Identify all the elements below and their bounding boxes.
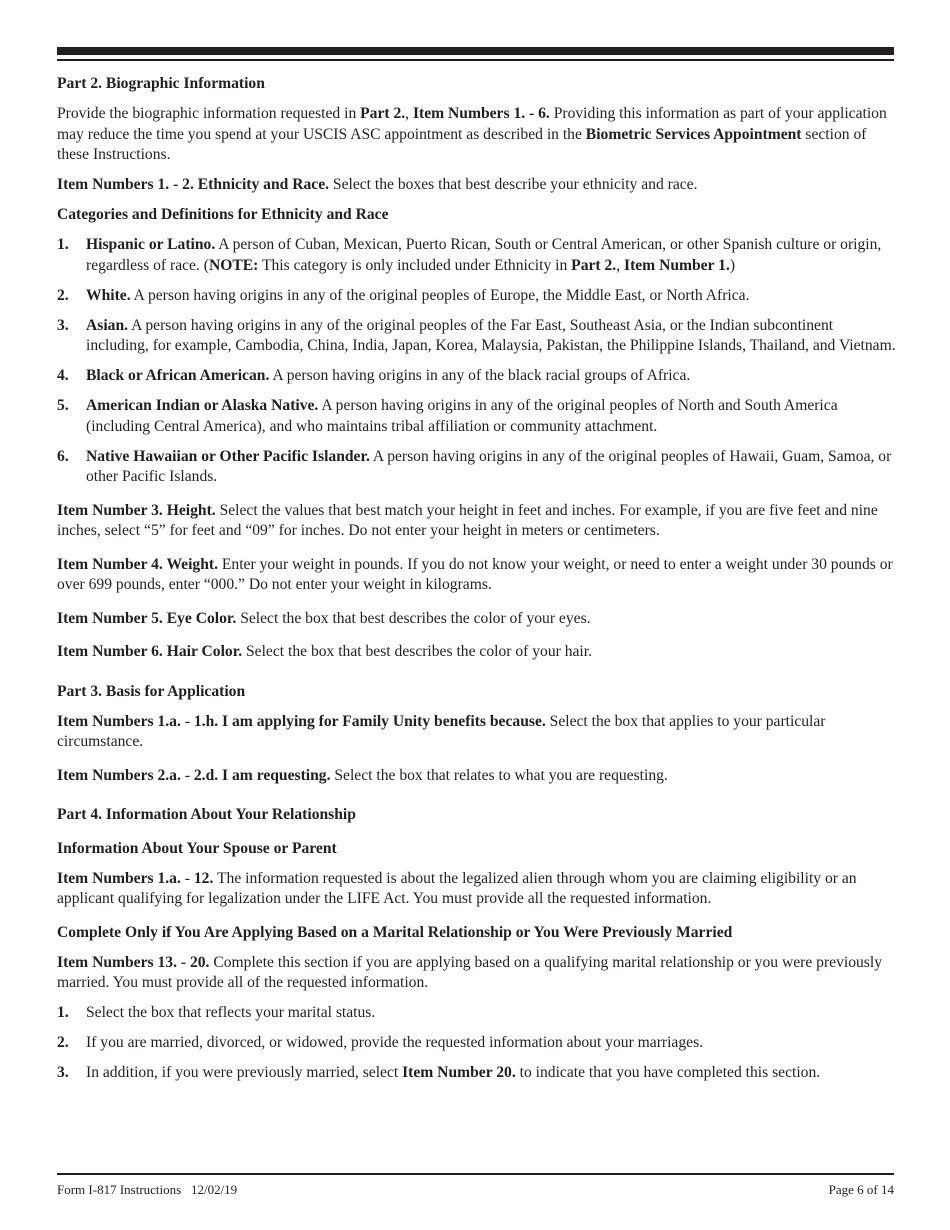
list-item: 3. In addition, if you were previously married, select Item Number 20. to indicate that you have completed this section. — [57, 1064, 821, 1081]
list-item: 3. Asian. A person having origins in any of the original peoples of the Far East, Southeast Asia, or the Indian subcontinent including, for example, Cambodia, China, India, Japan, Korea, Malaysia, Pakistan, the Philippine Islands, Thailand, and Vietnam. — [57, 316, 896, 354]
spouse-parent-subheading: Information About Your Spouse or Parent — [57, 839, 337, 857]
marital-steps-list — [57, 1003, 897, 1084]
header-rule-thin — [57, 59, 894, 61]
list-item: 2. If you are married, divorced, or widowed, provide the requested information about your marriages. — [57, 1034, 704, 1051]
list-item: 1. Hispanic or Latino. A person of Cuban, Mexican, Puerto Rican, South or Central American, or other Spanish culture or origin, regardless of race. (NOTE: This category is only included under Ethnicity in Part 2., Item Number 1.) — [57, 236, 882, 274]
header-rule-thick — [57, 47, 894, 55]
page-number: Page 6 of 14 — [828, 1182, 894, 1197]
marital-subheading: Complete Only if You Are Applying Based on a Marital Relationship or You Were Previously Married — [57, 923, 733, 941]
form-id: Form I-817 Instructions 12/02/19 — [57, 1182, 238, 1197]
list-item: 1. Select the box that reflects your marital status. — [57, 1004, 376, 1021]
list-item: 2. White. A person having origins in any of the original peoples of Europe, the Middle East, or North Africa. — [57, 286, 750, 304]
part4-heading: Part 4. Information About Your Relationship — [57, 806, 356, 823]
items-1-2-paragraph: Item Numbers 1. - 2. Ethnicity and Race. Select the boxes that best describe your ethnicity and race. — [57, 176, 698, 193]
item13-20-paragraph: Item Numbers 13. - 20. Complete this section if you are applying based on a qualifying marital relationship or you were previously married. You must provide all of the requested information. — [57, 953, 882, 991]
categories-heading: Categories and Definitions for Ethnicity and Race — [57, 206, 389, 223]
item5-eye-color-paragraph: Item Number 5. Eye Color. Select the box that best describes the color of your eyes. — [57, 609, 591, 627]
item4-weight-paragraph: Item Number 4. Weight. Enter your weight in pounds. If you do not know your weight, or need to enter a weight under 30 pounds or over 699 pounds, enter “000.” Do not enter your weight in kilograms. — [57, 555, 893, 593]
item3-height-paragraph: Item Number 3. Height. Select the values that best match your height in feet and inches. For example, if you are five feet and nine inches, select “5” for feet and “09” for inches. Do not enter your height in meters or centimeters. — [57, 501, 878, 539]
part2-heading: Part 2. Biographic Information — [57, 75, 265, 92]
part3-item2-paragraph: Item Numbers 2.a. - 2.d. I am requesting. Select the box that relates to what you are requesting. — [57, 766, 668, 784]
page-content — [57, 74, 897, 1093]
part3-heading: Part 3. Basis for Application — [57, 682, 246, 700]
list-item: 5. American Indian or Alaska Native. A person having origins in any of the original peoples of North and South America (including Central America), and who maintains tribal affiliation or community attachment. — [57, 397, 838, 435]
part4-item1-paragraph: Item Numbers 1.a. - 12. The information requested is about the legalized alien through whom you are claiming eligibility or an applicant qualifying for legalization under the LIFE Act. You must provide all the requested information. — [57, 869, 857, 907]
list-item: 6. Native Hawaiian or Other Pacific Islander. A person having origins in any of the original peoples of Hawaii, Guam, Samoa, or other Pacific Islands. — [57, 447, 892, 485]
part2-intro: Provide the biographic information requested in Part 2., Item Numbers 1. - 6. Providing this information as part of your application may reduce the time you spend at your USCIS ASC appointment as described in the Biometric Services Appointment section of these Instructions. — [57, 105, 887, 163]
item6-hair-color-paragraph: Item Number 6. Hair Color. Select the box that best describes the color of your hair. — [57, 643, 592, 660]
part3-item1-paragraph: Item Numbers 1.a. - 1.h. I am applying for Family Unity benefits because. Select the box that applies to your particular circumstance. — [57, 712, 826, 750]
footer-rule — [57, 1173, 894, 1175]
list-item: 4. Black or African American. A person having origins in any of the black racial groups of Africa. — [57, 367, 691, 384]
ethnicity-race-list — [57, 235, 897, 488]
